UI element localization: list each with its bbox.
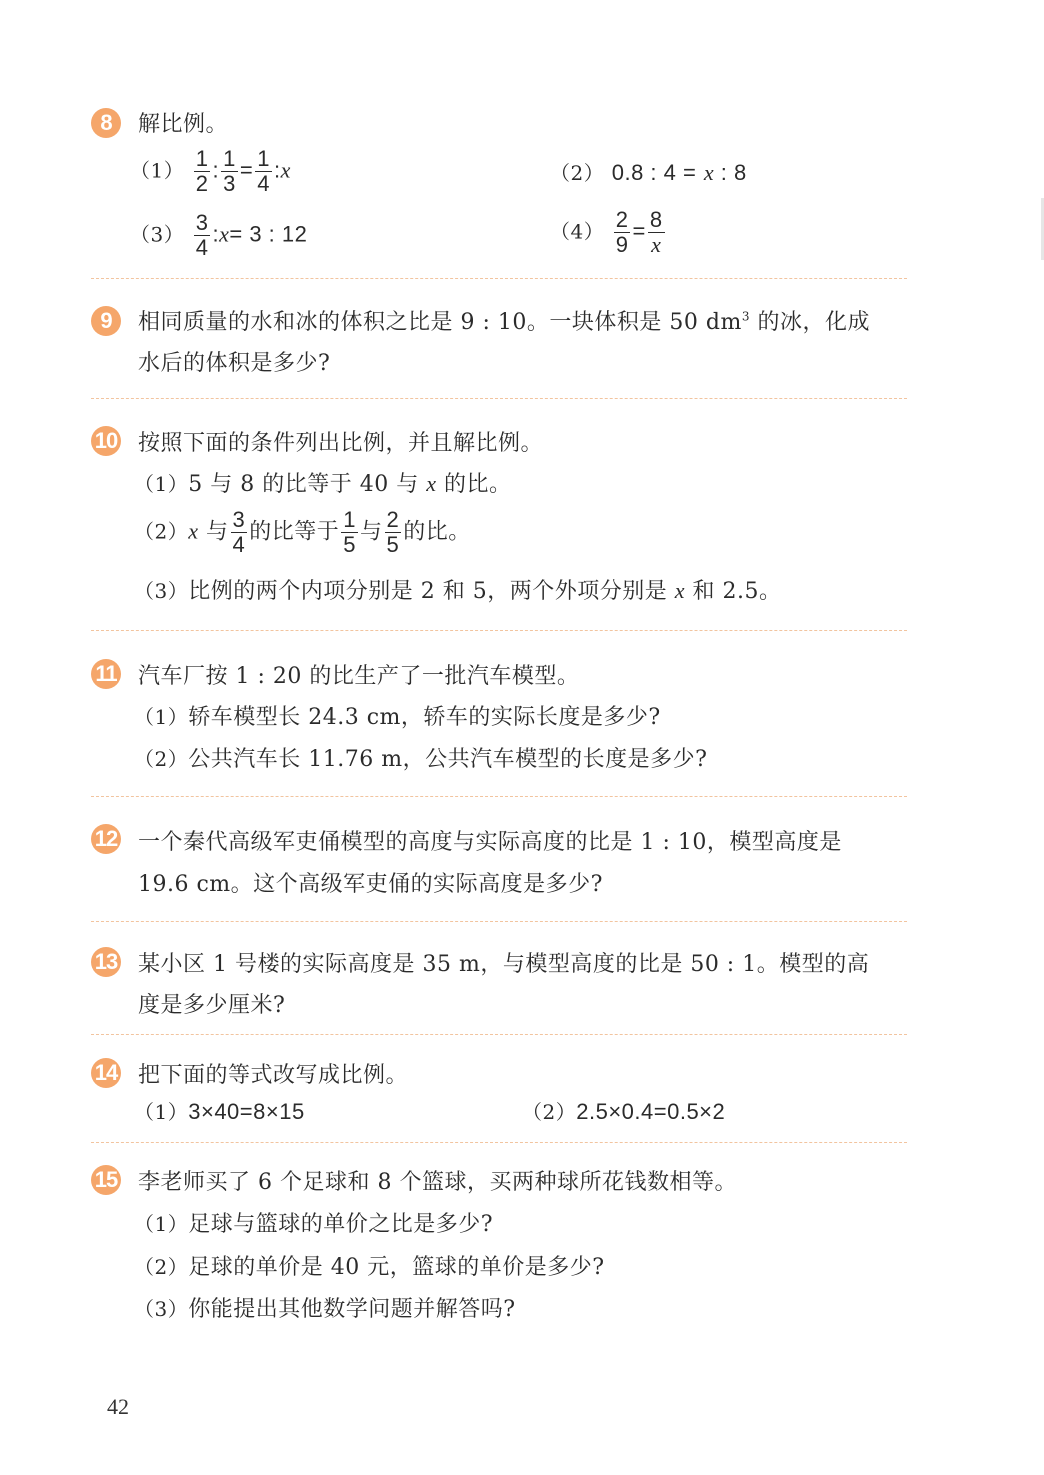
q14-title: 把下面的等式改写成比例。: [138, 1063, 409, 1088]
q15-part3: （3）你能提出其他数学问题并解答吗?: [134, 1297, 516, 1322]
q10-title: 按照下面的条件列出比例，并且解比例。: [138, 431, 544, 456]
q8-p1-label: （1）: [130, 158, 185, 183]
q13-line2: 度是多少厘米?: [138, 993, 286, 1018]
q15-part2: （2）足球的单价是 40 元，篮球的单价是多少?: [134, 1255, 605, 1280]
q14-part1: （1）3×40=8×15: [134, 1099, 305, 1124]
q11-title: 汽车厂按 1 : 20 的比生产了一批汽车模型。: [138, 664, 580, 689]
q13-line1: 某小区 1 号楼的实际高度是 35 m，与模型高度的比是 50 : 1。模型的高: [138, 952, 870, 977]
question-number-badge-10: 10: [91, 426, 121, 456]
question-number-badge-14: 14: [91, 1058, 121, 1088]
question-number-badge-11: 11: [91, 659, 121, 689]
fraction: $\frac{1}{3}$: [223, 146, 236, 196]
q12-line1: 一个秦代高级军吏俑模型的高度与实际高度的比是 1 : 10，模型高度是: [138, 830, 842, 855]
fraction: $\frac{3}{4}$: [232, 507, 246, 557]
q10-part3: （3）比例的两个内项分别是 2 和 5，两个外项分别是 x 和 2.5。: [134, 578, 782, 604]
fraction: $\frac{2}{9}$: [615, 207, 629, 257]
q14-part2: （2）2.5×0.4=0.5×2: [522, 1099, 726, 1124]
q8-part4: （4） $\frac{2}{9}$ = $\frac{8}{x}$: [550, 207, 663, 257]
q11-part2: （2）公共汽车长 11.76 m，公共汽车模型的长度是多少?: [134, 747, 708, 772]
q15-title: 李老师买了 6 个足球和 8 个篮球，买两种球所花钱数相等。: [138, 1170, 737, 1195]
q15-part1: （1）足球与篮球的单价之比是多少?: [134, 1212, 494, 1237]
q12-line2: 19.6 cm。这个高级军吏俑的实际高度是多少?: [138, 872, 603, 897]
fraction: $\frac{1}{5}$: [343, 507, 357, 557]
q8-part3: （3） $\frac{3}{4}$ :x= 3 : 12: [130, 210, 308, 260]
dashed-divider: [91, 398, 907, 399]
fraction: $\frac{1}{4}$: [257, 146, 270, 196]
q9-line2: 水后的体积是多少?: [138, 351, 331, 376]
dashed-divider: [91, 1034, 907, 1035]
q8-title: 解比例。: [138, 112, 229, 137]
dashed-divider: [91, 630, 907, 631]
question-number-badge-12: 12: [91, 824, 121, 854]
superscript-3: 3: [741, 309, 750, 324]
question-number-badge-9: 9: [91, 306, 121, 336]
dashed-divider: [91, 278, 907, 279]
q10-part2: （2）x 与 $\frac{3}{4}$ 的比等于 $\frac{1}{5}$ 与 $\frac{2}{5}$ 的比。: [134, 507, 471, 557]
dashed-divider: [91, 796, 907, 797]
fraction: $\frac{8}{x}$: [649, 207, 663, 257]
fraction: $\frac{1}{2}$: [195, 146, 209, 196]
q8-part1: （1） $\frac{1}{2}$ : $\frac{1}{3}$ = $\frac{1}{4}$ :x: [130, 146, 291, 196]
q9-line1: 相同质量的水和冰的体积之比是 9 : 10。一块体积是 50 $dm^3$ 的冰，化成: [138, 309, 870, 335]
question-number-badge-8: 8: [91, 108, 121, 138]
question-number-badge-15: 15: [91, 1165, 121, 1195]
fraction: $\frac{2}{5}$: [386, 507, 400, 557]
q8-part2: （2） 0.8 : 4 = x : 8: [550, 160, 747, 185]
fraction: $\frac{3}{4}$: [195, 210, 209, 260]
page-number: 42: [107, 1394, 129, 1419]
question-number-badge-13: 13: [91, 947, 121, 977]
dashed-divider: [91, 1142, 907, 1143]
dashed-divider: [91, 921, 907, 922]
q11-part1: （1）轿车模型长 24.3 cm，轿车的实际长度是多少?: [134, 705, 661, 730]
q10-part1: （1）5 与 8 的比等于 40 与 x 的比。: [134, 471, 512, 497]
